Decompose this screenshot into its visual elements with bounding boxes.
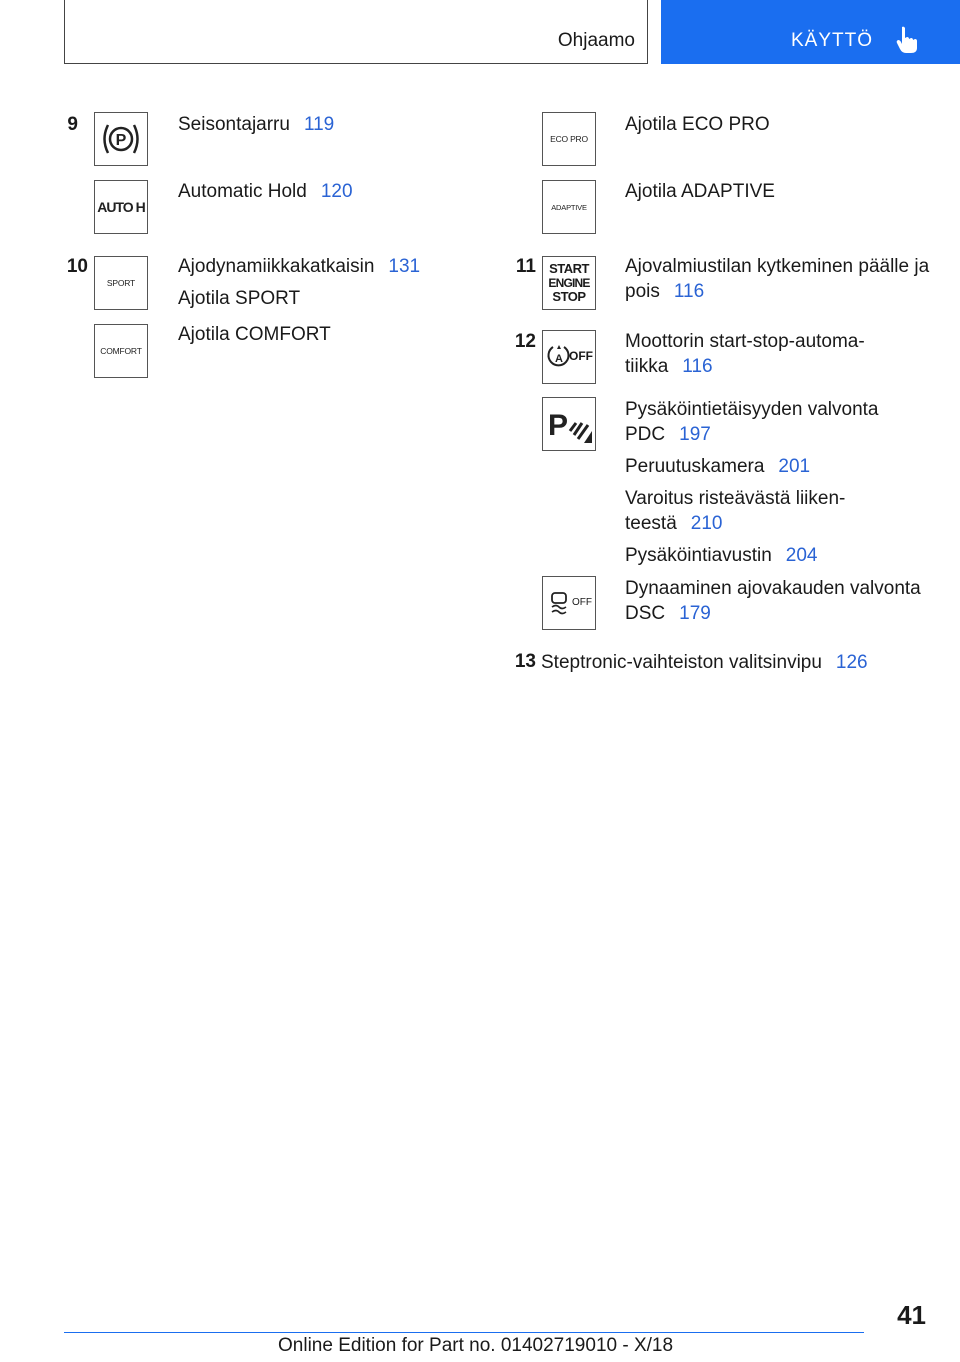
sport-label: Ajotila SPORT [178,288,301,309]
park-assist-label: Pysäköintiavustin [625,545,772,566]
page-ref-120[interactable]: 120 [320,181,353,202]
item-number-13: 13 [514,651,536,672]
auto-hold-icon-label: AUTO H [97,199,145,215]
adaptive-icon [542,180,596,234]
eco-pro-icon [542,112,596,166]
mss-line2: tiikka [625,356,669,377]
auto-hold-icon [94,180,148,234]
page-ref-179[interactable]: 179 [679,603,711,624]
seisontajarru-entry [178,112,334,137]
start-stop-button-icon [542,256,596,310]
section-title: Ohjaamo [557,30,635,51]
cross-line2: teestä [625,513,677,534]
sport-mode-icon [94,256,148,310]
ecopro-label: Ajotila ECO PRO [625,114,770,135]
dsc-icon-label: OFF [572,597,592,608]
svg-text:P: P [115,132,127,149]
start-icon-line1: START [549,261,589,276]
item-number-9: 9 [67,114,78,135]
header-chapter-tab[interactable] [661,0,960,64]
page-ref-201[interactable]: 201 [778,456,811,477]
page-number: 41 [897,1300,926,1330]
ajodyn-entry [178,254,420,279]
pdc-entry [625,397,878,447]
autohold-entry [178,179,353,204]
pdc-line1: Pysäköintietäisyyden valvonta [625,399,879,420]
item-number-12: 12 [514,331,536,352]
page-ref-126[interactable]: 126 [835,652,868,673]
comfort-label: Ajotila COMFORT [178,324,331,345]
dsc-line2: DSC [625,603,666,624]
comfort-icon-label: COMFORT [100,346,142,356]
mss-line1: Moottorin start-stop-automa- [625,331,865,352]
adaptive-label: Ajotila ADAPTIVE [625,181,775,202]
start-icon-line3: STOP [552,289,586,304]
page-ref-116b[interactable]: 116 [682,356,713,377]
svg-text:P: P [548,409,569,442]
svg-text:A: A [555,353,563,365]
footer-edition: Online Edition for Part no. 01402719010 - X/18 [278,1335,674,1356]
mss-icon-label: OFF [569,349,593,363]
page-ref-204[interactable]: 204 [785,545,818,566]
park-assist-entry [625,543,818,568]
eco-pro-icon-label: ECO PRO [550,134,588,144]
footer-divider [64,1332,864,1333]
ajodyn-label: Ajodynamiikkakatkaisin [178,256,375,277]
start-icon-line2: ENGINE [548,276,590,290]
parking-brake-icon [94,112,148,166]
pointing-hand-icon [895,26,921,54]
sport-icon-label: SPORT [106,278,136,288]
page-ref-116a[interactable]: 116 [673,281,705,302]
dsc-line1: Dynaaminen ajovakauden valvonta [625,578,921,599]
start-line2: pois [625,281,660,302]
mss-entry [625,329,865,379]
pdc-line2: PDC [625,424,666,445]
page-ref-131[interactable]: 131 [388,256,421,277]
autohold-label: Automatic Hold [178,181,307,202]
camera-entry [625,454,810,479]
auto-start-stop-off-icon [542,330,596,384]
steptronic-label: Steptronic-vaihteiston valitsinvipu [541,652,822,673]
adaptive-icon-label: ADAPTIVE [551,202,587,212]
cross-line1: Varoitus risteävästä liiken- [625,488,846,509]
page-ref-119[interactable]: 119 [303,114,335,135]
steptronic-entry [541,650,868,675]
page-ref-197[interactable]: 197 [679,424,711,445]
camera-label: Peruutuskamera [625,456,765,477]
start-line1: Ajovalmiustilan kytkeminen päälle ja [625,256,930,277]
cross-traffic-entry [625,486,845,536]
comfort-mode-icon [94,324,148,378]
dsc-off-icon [542,576,596,630]
parking-assistant-icon [542,397,596,451]
dsc-entry [625,576,921,626]
page-ref-210[interactable]: 210 [690,513,723,534]
item-number-10: 10 [66,256,88,277]
chapter-title: KÄYTTÖ [791,30,874,51]
seisontajarru-label: Seisontajarru [178,114,290,135]
header-section-box [64,0,648,64]
item-number-11: 11 [515,256,536,277]
start-entry [625,254,929,304]
